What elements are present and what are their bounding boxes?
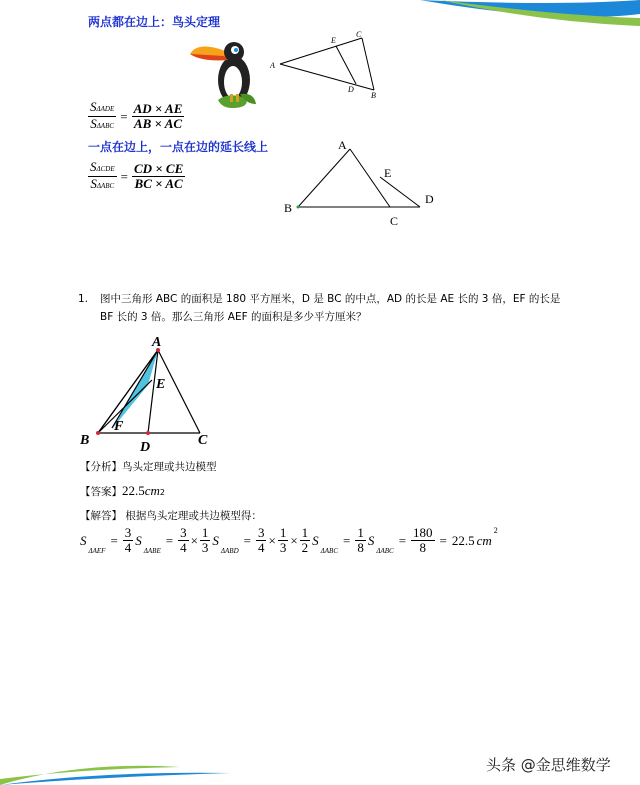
diagram-bird-head-1: [270, 28, 390, 103]
answer-exp: 2: [159, 488, 166, 497]
d3-label-e: E: [156, 377, 166, 392]
solution-text: 根据鸟头定理或共边模型得：: [125, 510, 262, 522]
d3-label-c: C: [198, 433, 208, 448]
d3-label-a: A: [152, 335, 162, 350]
question-line-2: BF 长的 3 倍。那么三角形 AEF 的面积是多少平方厘米？: [100, 311, 367, 323]
solution-line: [80, 508, 262, 523]
d1-label-d: D: [348, 85, 354, 94]
diagram-question-triangle: [76, 332, 226, 454]
formula-1: $\frac{\text{SΔADE}}{\text{SΔABC}}$ = $\frac{AD \times AE}{AB \times AC}$: [90, 99, 183, 131]
formula-2: $\frac{\text{SΔCDE}}{\text{SΔABC}}$ = $\frac{CD \times CE}{BC \times AC}$: [90, 159, 184, 191]
d1-label-c: C: [356, 30, 362, 39]
d3-label-f: F: [114, 419, 124, 434]
analysis-line: [80, 459, 217, 474]
question-line-1: 图中三角形 ABC 的面积是 180 平方厘米，D 是 BC 的中点，AD 的长是 AE 长的 3 倍，EF 的长是: [100, 293, 561, 305]
d3-label-d: D: [140, 440, 151, 454]
section2-title: 一点在边上，一点在边的延长线上: [88, 140, 269, 154]
answer-label: 【答案】: [80, 486, 122, 498]
question-number: 1.: [78, 293, 89, 305]
analysis-label: 【分析】: [80, 461, 122, 473]
solution-formula: S ΔAEF = $\frac{3}{4}$ S ΔABE = $\frac{3}{4}$ × $\frac{1}{3}$ S ΔABD = $\frac{3}{4}$ × $\frac{1}{3}$ × $\frac{1}{2}$ S ΔABC = $\frac{1}{8}$ S ΔABC = $\frac{180}{8}$ = 22.5 cm $^2$: [80, 525, 498, 555]
d2-label-b: B: [284, 201, 293, 215]
d2-label-c: C: [390, 214, 399, 228]
toucan-illustration: [188, 32, 268, 112]
d1-label-b: B: [371, 91, 376, 100]
answer-value: 22.5: [122, 483, 145, 498]
diagram-bird-head-2: [280, 135, 440, 230]
d1-label-e: E: [331, 36, 336, 45]
answer-line: [80, 483, 165, 499]
d2-label-d: D: [425, 192, 434, 206]
d3-label-b: B: [80, 433, 90, 448]
solution-label: 【解答】: [80, 510, 122, 522]
d1-label-a: A: [270, 61, 275, 70]
section1-title: 两点都在边上：鸟头定理: [88, 15, 221, 29]
question-block: [78, 290, 578, 326]
analysis-text: 鸟头定理或共边模型: [122, 461, 217, 473]
d2-label-e: E: [384, 166, 392, 180]
d2-label-a: A: [338, 138, 347, 152]
answer-unit: cm: [144, 483, 160, 498]
watermark: 头条 @金思维数学: [486, 756, 611, 774]
